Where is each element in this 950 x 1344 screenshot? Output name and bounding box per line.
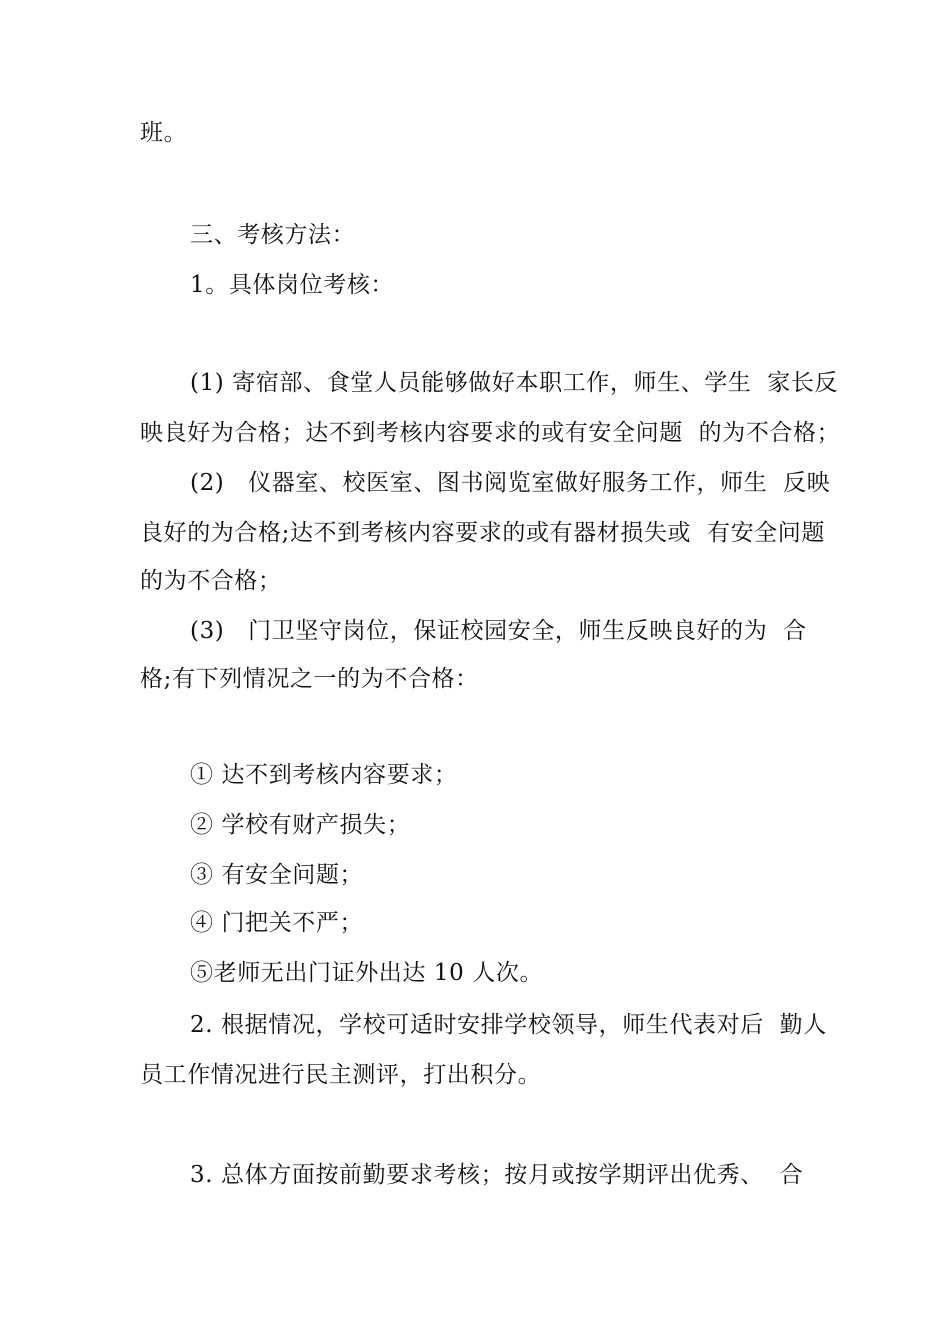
section-2-line-1: 2. 根据情况，学校可适时安排学校领导，师生代表对后 勤人	[190, 1012, 827, 1038]
item-2-line-2: 良好的为合格;达不到考核内容要求的或有器材损失或 有安全问题	[140, 520, 825, 546]
section-heading-assessment-method: 三、考核方法：	[190, 222, 356, 248]
condition-item-4: ④ 门把关不严；	[190, 910, 364, 936]
condition-item-3: ③ 有安全问题；	[190, 862, 364, 888]
subsection-heading-post-assessment: 1。具体岗位考核：	[190, 272, 395, 298]
section-3-line-1: 3. 总体方面按前勤要求考核；按月或按学期评出优秀、 合	[190, 1162, 804, 1188]
item-1-line-1: (1) 寄宿部、食堂人员能够做好本职工作，师生、学生 家长反	[190, 370, 839, 396]
item-2-line-1: (2) 仪器室、校医室、图书阅览室做好服务工作，师生 反映	[190, 470, 831, 496]
item-3-line-1: (3) 门卫坚守岗位，保证校园安全，师生反映良好的为 合	[190, 618, 807, 644]
section-2-line-2: 员工作情况进行民主测评，打出积分。	[140, 1062, 542, 1088]
condition-item-2: ② 学校有财产损失；	[190, 812, 411, 838]
condition-item-5: ⑤老师无出门证外出达 10 人次。	[190, 960, 544, 986]
item-3-line-2: 格;有下列情况之一的为不合格：	[140, 666, 479, 692]
item-1-line-2: 映良好为合格；达不到考核内容要求的或有安全问题 的为不合格；	[140, 420, 841, 446]
condition-item-1: ① 达不到考核内容要求；	[190, 762, 458, 788]
text-line-continuation: 班。	[140, 120, 188, 146]
item-2-line-3: 的为不合格；	[140, 568, 282, 594]
